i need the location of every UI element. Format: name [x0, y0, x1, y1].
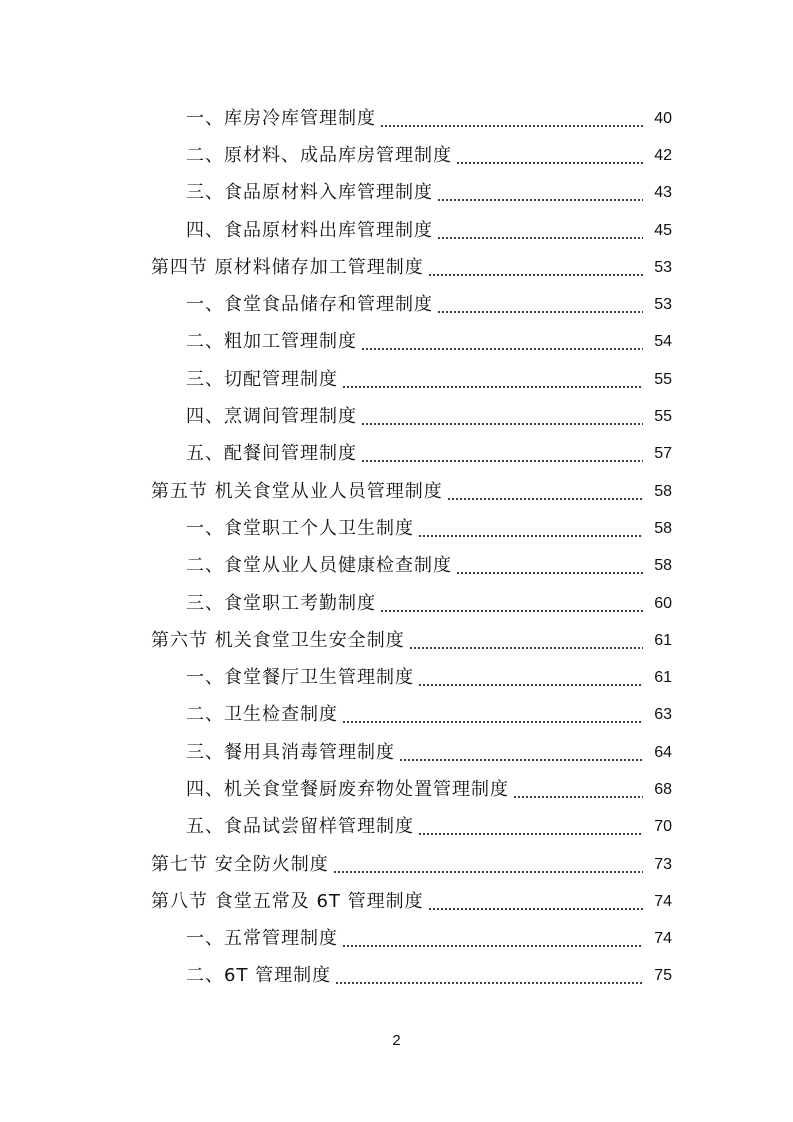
page-number: 2	[392, 1032, 401, 1049]
toc-entry-page: 58	[654, 557, 672, 575]
toc-dot-leader	[418, 517, 643, 541]
toc-dot-leader	[437, 293, 643, 317]
toc-entry[interactable]	[0, 436, 793, 473]
toc-entry-label: 第八节 食堂五常及 6T 管理制度	[151, 890, 424, 912]
toc-section-entry[interactable]	[0, 473, 793, 510]
toc-entry[interactable]	[0, 734, 793, 771]
toc-section-entry[interactable]	[0, 846, 793, 883]
toc-entry-page: 45	[654, 221, 672, 239]
toc-entry-label: 第五节 机关食堂从业人员管理制度	[151, 480, 443, 502]
toc-entry[interactable]	[0, 771, 793, 808]
toc-entry[interactable]	[0, 585, 793, 622]
toc-entry-page: 68	[654, 780, 672, 798]
toc-entry-page: 53	[654, 258, 672, 276]
toc-entry-label: 第七节 安全防火制度	[151, 853, 329, 875]
toc-entry-label: 三、切配管理制度	[186, 368, 338, 390]
toc-entry-label: 一、食堂职工个人卫生制度	[186, 517, 414, 539]
toc-entry-label: 二、食堂从业人员健康检查制度	[186, 555, 452, 577]
toc-entry-label: 四、食品原材料出库管理制度	[186, 219, 433, 241]
toc-entry-label: 四、机关食堂餐厨废弃物处置管理制度	[186, 778, 509, 800]
toc-entry-page: 55	[654, 408, 672, 426]
toc-section-entry[interactable]	[0, 622, 793, 659]
toc-entry-page: 70	[654, 818, 672, 836]
toc-entry-page: 53	[654, 296, 672, 314]
toc-dot-leader	[456, 554, 643, 578]
toc-entry-page: 42	[654, 146, 672, 164]
toc-dot-leader	[409, 629, 643, 653]
toc-section-entry[interactable]	[0, 249, 793, 286]
toc-section-entry[interactable]	[0, 883, 793, 920]
toc-dot-leader	[361, 442, 643, 466]
toc-dot-leader	[342, 927, 643, 951]
toc-entry-label: 一、库房冷库管理制度	[186, 107, 376, 129]
toc-dot-leader	[380, 592, 643, 616]
toc-dot-leader	[437, 219, 643, 243]
toc-entry-label: 二、卫生检查制度	[186, 704, 338, 726]
toc-dot-leader	[418, 666, 643, 690]
toc-entry-page: 57	[654, 445, 672, 463]
toc-entry-label: 三、食品原材料入库管理制度	[186, 182, 433, 204]
toc-entry[interactable]	[0, 510, 793, 547]
toc-dot-leader	[361, 405, 643, 429]
toc-entry-label: 三、餐用具消毒管理制度	[186, 741, 395, 763]
toc-dot-leader	[333, 853, 643, 877]
toc-dot-leader	[428, 256, 643, 280]
toc-entry[interactable]	[0, 361, 793, 398]
toc-entry-page: 55	[654, 370, 672, 388]
toc-entry[interactable]	[0, 100, 793, 137]
toc-entry-page: 60	[654, 594, 672, 612]
toc-entry-page: 75	[654, 967, 672, 985]
toc-entry-page: 54	[654, 333, 672, 351]
toc-dot-leader	[399, 741, 643, 765]
toc-entry-label: 二、原材料、成品库房管理制度	[186, 144, 452, 166]
toc-entry-page: 63	[654, 706, 672, 724]
toc-dot-leader	[335, 964, 643, 988]
toc-entry-page: 61	[654, 631, 672, 649]
toc-entry-label: 第六节 机关食堂卫生安全制度	[151, 629, 405, 651]
toc-entry-page: 74	[654, 930, 672, 948]
toc-dot-leader	[361, 330, 643, 354]
table-of-contents	[0, 100, 793, 995]
toc-entry-label: 一、食堂食品储存和管理制度	[186, 294, 433, 316]
toc-entry[interactable]	[0, 324, 793, 361]
toc-entry[interactable]	[0, 286, 793, 323]
toc-entry-page: 73	[654, 855, 672, 873]
toc-entry[interactable]	[0, 212, 793, 249]
toc-entry-label: 第四节 原材料储存加工管理制度	[151, 256, 424, 278]
toc-entry[interactable]	[0, 697, 793, 734]
toc-entry[interactable]	[0, 958, 793, 995]
toc-entry[interactable]	[0, 137, 793, 174]
toc-entry-page: 64	[654, 743, 672, 761]
toc-dot-leader	[437, 181, 643, 205]
toc-entry-label: 一、食堂餐厅卫生管理制度	[186, 667, 414, 689]
toc-entry-label: 五、配餐间管理制度	[186, 443, 357, 465]
toc-entry-page: 58	[654, 482, 672, 500]
toc-entry-label: 二、6T 管理制度	[186, 965, 332, 987]
toc-dot-leader	[342, 703, 643, 727]
toc-entry[interactable]	[0, 398, 793, 435]
toc-dot-leader	[428, 890, 643, 914]
toc-dot-leader	[447, 480, 643, 504]
toc-entry-label: 五、食品试尝留样管理制度	[186, 816, 414, 838]
toc-entry-page: 74	[654, 892, 672, 910]
toc-dot-leader	[418, 815, 643, 839]
toc-dot-leader	[456, 144, 643, 168]
toc-entry[interactable]	[0, 921, 793, 958]
toc-entry-label: 一、五常管理制度	[186, 928, 338, 950]
toc-entry-label: 三、食堂职工考勤制度	[186, 592, 376, 614]
toc-dot-leader	[513, 778, 643, 802]
toc-entry[interactable]	[0, 809, 793, 846]
toc-entry-page: 40	[654, 109, 672, 127]
toc-dot-leader	[380, 107, 643, 131]
toc-entry[interactable]	[0, 659, 793, 696]
toc-entry-page: 43	[654, 184, 672, 202]
toc-entry-page: 61	[654, 669, 672, 687]
toc-entry-label: 二、粗加工管理制度	[186, 331, 357, 353]
toc-entry[interactable]	[0, 175, 793, 212]
toc-entry-page: 58	[654, 519, 672, 537]
toc-entry[interactable]	[0, 548, 793, 585]
toc-dot-leader	[342, 368, 643, 392]
toc-entry-label: 四、烹调间管理制度	[186, 406, 357, 428]
